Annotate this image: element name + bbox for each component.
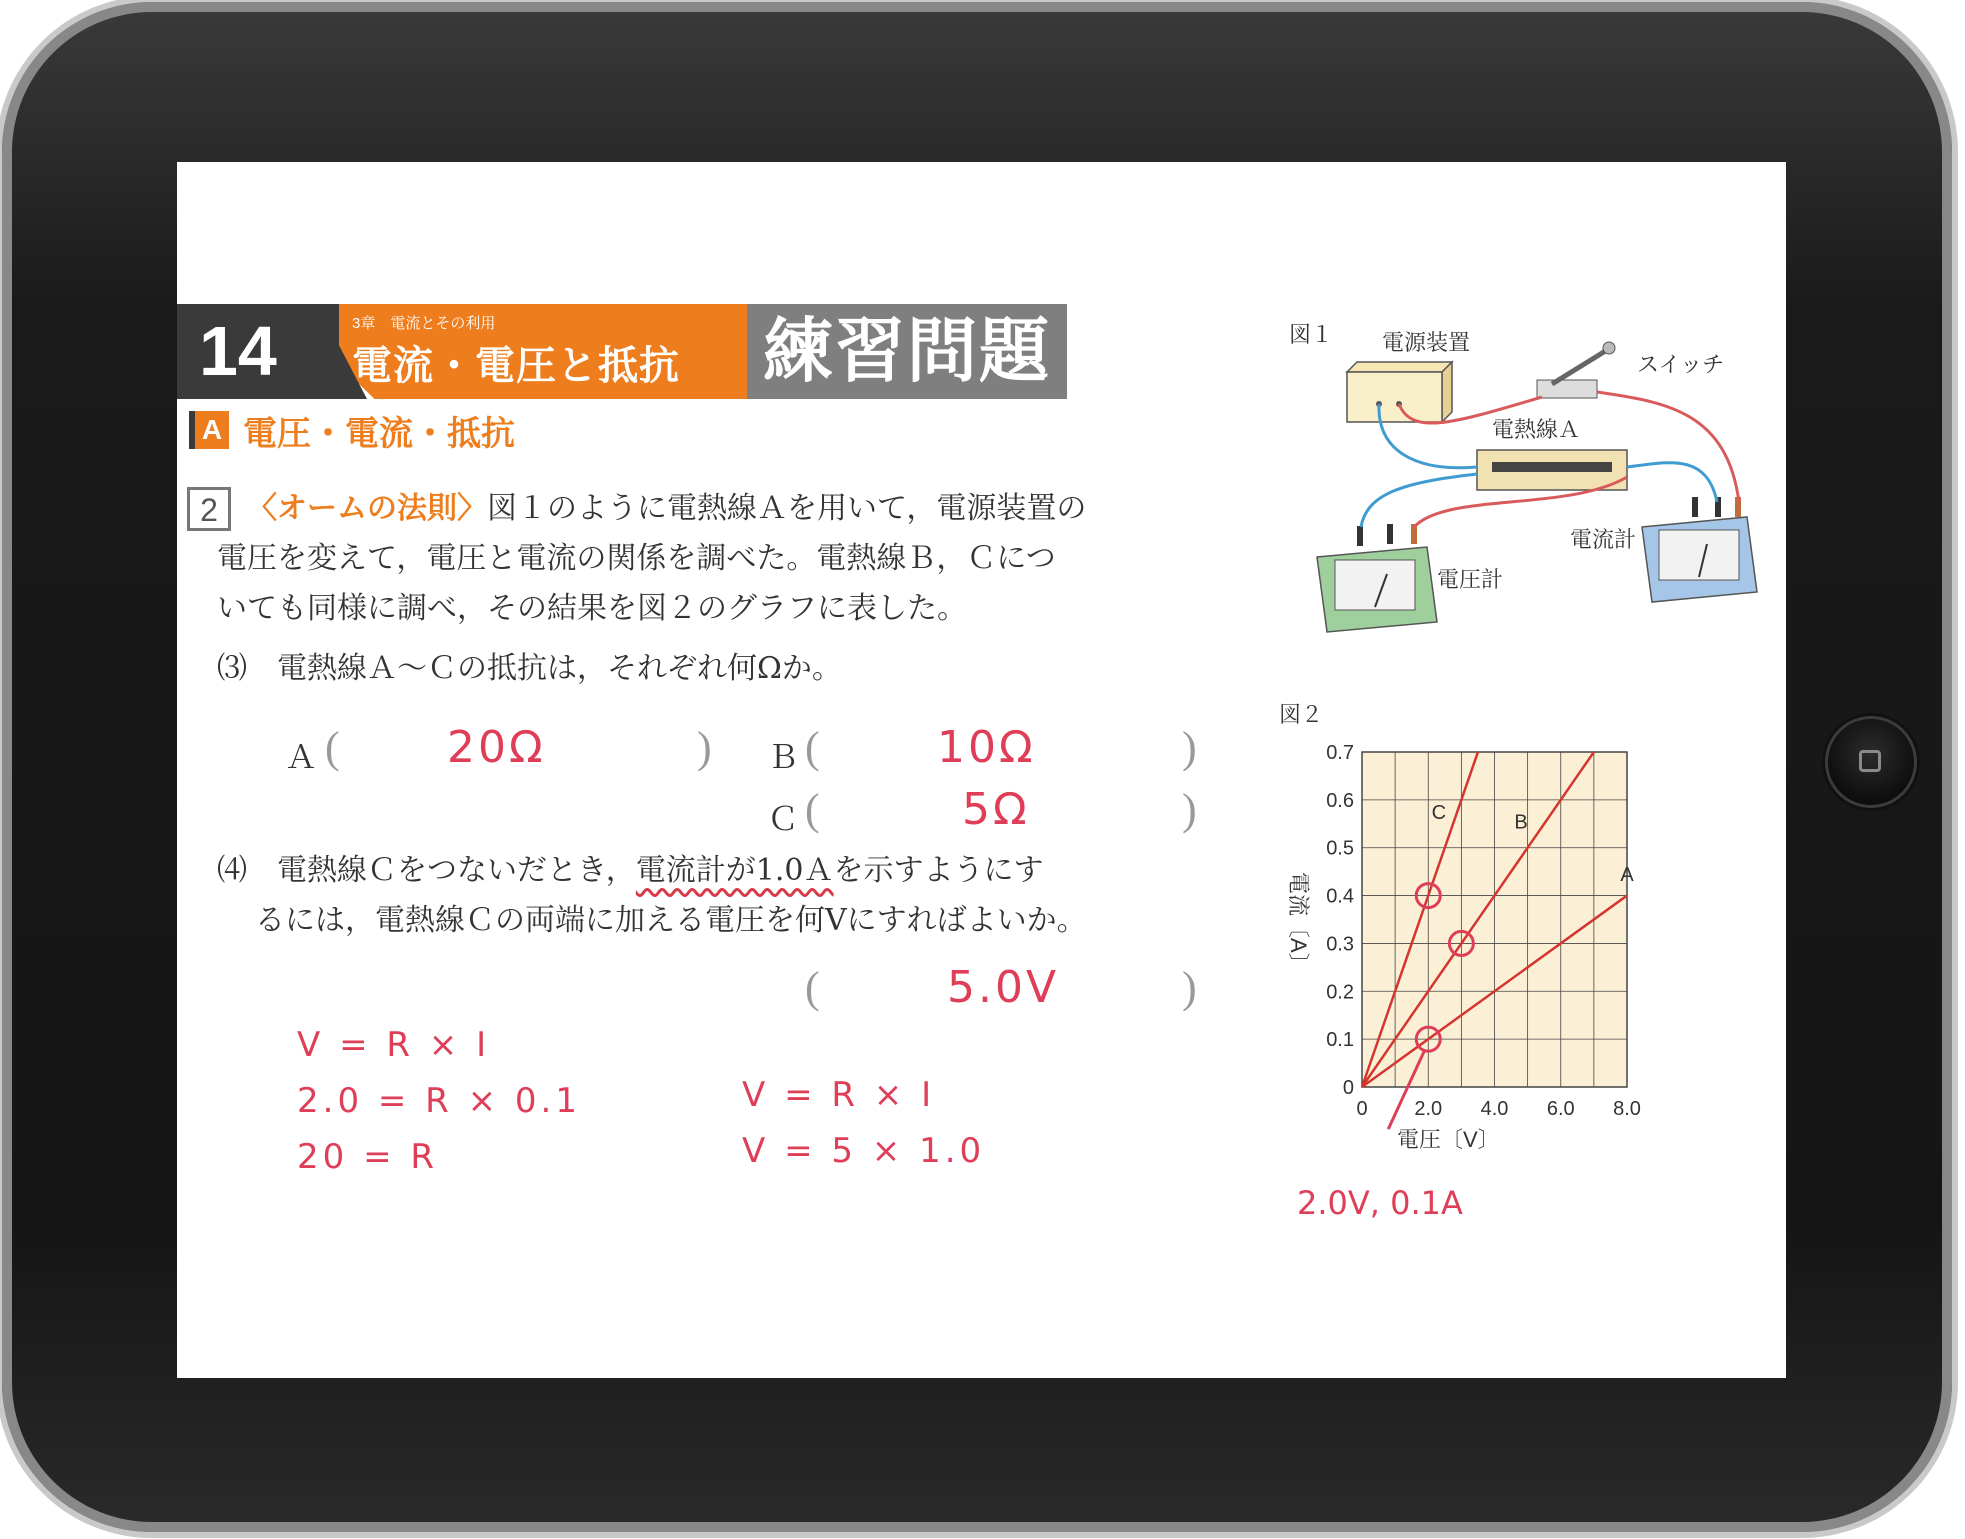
y-tick-label: 0.2 xyxy=(1326,981,1354,1004)
paren-open-a: ( xyxy=(325,723,340,772)
q4-underlined: 電流計が1.0Ａ xyxy=(635,853,834,888)
y-tick-label: 0.4 xyxy=(1326,885,1354,908)
x-tick-label: 8.0 xyxy=(1613,1098,1641,1120)
paren-close-b: ) xyxy=(1182,723,1197,772)
series-label-B: B xyxy=(1514,811,1528,834)
chart-plot-area xyxy=(1326,742,1641,1129)
subquestion-4-line-2: るには，電熱線Ｃの両端に加える電圧を何Vにすればよいか。 xyxy=(255,903,1087,938)
question-tag: 〈オームの法則〉 xyxy=(247,492,487,525)
work-right-line-2: V = 5 × 1.0 xyxy=(742,1131,986,1171)
series-label-A: A xyxy=(1620,864,1634,887)
question-intro-line-1 xyxy=(247,484,1257,534)
home-button[interactable] xyxy=(1828,719,1914,805)
handwritten-answer-q4: 5.0V xyxy=(947,962,1060,1013)
handwritten-answer-c: 5Ω xyxy=(962,784,1030,835)
q4-text-a: ⑷ 電熱線Ｃをつないだとき， xyxy=(217,853,636,888)
question-intro-line-3: いても同様に調べ，その結果を図２のグラフに表した。 xyxy=(217,591,967,626)
figure-2-chart xyxy=(1277,682,1777,1362)
textbook-screen xyxy=(177,162,1786,1378)
lesson-number: 14 xyxy=(177,304,339,399)
voltmeter-icon xyxy=(1317,524,1437,632)
lesson-title: 電流・電圧と抵抗 xyxy=(352,344,680,388)
subquestion-4-line-1 xyxy=(217,846,1257,896)
figure-1-circuit xyxy=(1287,302,1767,702)
y-tick-label: 0.7 xyxy=(1326,742,1354,764)
q4-text-b: を示すようにす xyxy=(833,853,1044,888)
handwritten-work-right xyxy=(742,1067,985,1179)
power-supply-label: 電源装置 xyxy=(1382,330,1471,355)
switch-icon xyxy=(1537,342,1615,398)
chapter-label: 3章 電流とその利用 xyxy=(352,315,496,332)
work-left-line-3: 20 = R xyxy=(297,1137,438,1177)
paren-close-a: ) xyxy=(697,723,712,772)
question-number: 2 xyxy=(187,487,231,531)
paren-open-b: ( xyxy=(805,723,820,772)
x-tick-label: 4.0 xyxy=(1480,1098,1509,1120)
power-supply-icon xyxy=(1347,362,1452,422)
x-tick-label: 6.0 xyxy=(1546,1098,1575,1120)
chart-ylabel: 電流〔A〕 xyxy=(1286,872,1311,975)
y-tick-label: 0.1 xyxy=(1326,1029,1354,1052)
paren-open-c: ( xyxy=(805,785,820,834)
home-square-icon xyxy=(1859,750,1881,772)
work-left-line-1: V = R × I xyxy=(297,1025,491,1065)
wire-label: 電熱線Ａ xyxy=(1492,417,1581,442)
figure-1-label: 図１ xyxy=(1289,322,1334,347)
work-right-line-1: V = R × I xyxy=(742,1075,936,1115)
figure-2-label: 図２ xyxy=(1279,702,1324,727)
chart-annotation: 2.0V, 0.1A xyxy=(1297,1184,1463,1222)
y-tick-label: 0 xyxy=(1342,1077,1354,1099)
question-intro-line-2: 電圧を変えて，電圧と電流の関係を調べた。電熱線Ｂ，Ｃにつ xyxy=(217,541,1056,576)
answer-label-a: Ａ xyxy=(285,738,318,776)
voltmeter-label: 電圧計 xyxy=(1437,567,1504,592)
chart-xlabel: 電圧〔V〕 xyxy=(1397,1127,1500,1152)
section-badge: A xyxy=(189,411,229,449)
heater-wire-icon xyxy=(1477,450,1627,490)
y-tick-label: 0.6 xyxy=(1326,789,1354,812)
x-tick-label: 0 xyxy=(1356,1098,1368,1120)
work-left-line-2: 2.0 = R × 0.1 xyxy=(297,1081,581,1121)
practice-heading: 練習問題 xyxy=(747,304,1067,399)
paren-close-q4: ) xyxy=(1182,963,1197,1012)
answer-label-c: Ｃ xyxy=(767,800,800,838)
section-title: 電圧・電流・抵抗 xyxy=(243,414,515,453)
series-label-C: C xyxy=(1431,802,1447,824)
y-tick-label: 0.3 xyxy=(1326,933,1354,956)
handwritten-answer-a: 20Ω xyxy=(447,722,546,773)
ammeter-label: 電流計 xyxy=(1570,527,1637,552)
handwritten-answer-b: 10Ω xyxy=(937,722,1036,773)
subquestion-3: ⑶ 電熱線Ａ～Ｃの抵抗は，それぞれ何Ωか。 xyxy=(217,651,842,686)
y-tick-label: 0.5 xyxy=(1326,837,1354,860)
x-tick-label: 2.0 xyxy=(1414,1098,1443,1120)
answer-label-b: Ｂ xyxy=(767,738,800,776)
ammeter-icon xyxy=(1642,497,1757,602)
section-heading xyxy=(189,410,515,453)
paren-open-q4: ( xyxy=(805,963,820,1012)
intro-text-1: 図１のように電熱線Ａを用いて，電源装置の xyxy=(487,491,1087,526)
paren-close-c: ) xyxy=(1182,785,1197,834)
handwritten-work-left xyxy=(297,1017,581,1185)
switch-label: スイッチ xyxy=(1637,352,1725,377)
